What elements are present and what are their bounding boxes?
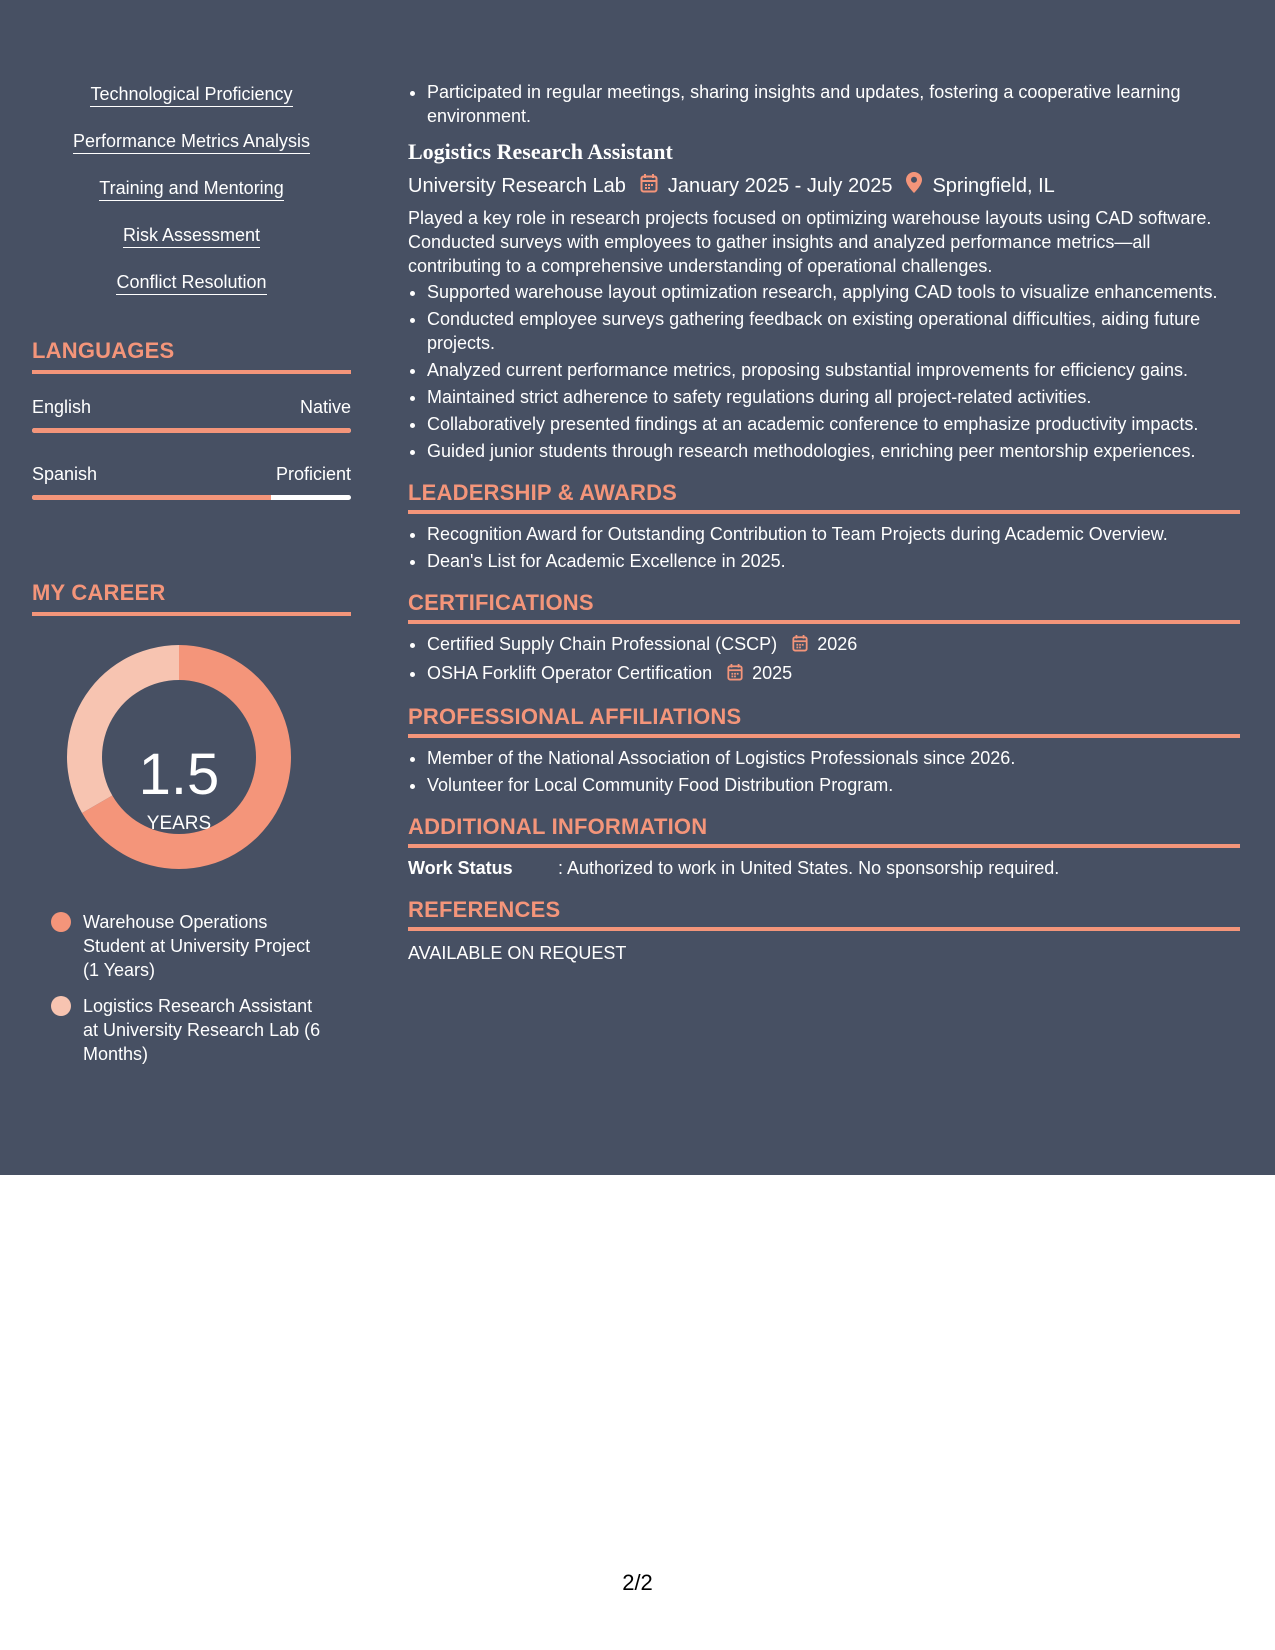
skill-item [32,129,351,155]
legend-label: Logistics Research Assistant at University Research Lab (6 Months) [83,996,321,1064]
language-name: English [32,397,92,417]
calendar-icon [792,634,808,658]
page-number: 2/2 [622,1570,653,1595]
references-text: AVAILABLE ON REQUEST [408,943,627,963]
work-status-value: : Authorized to work in United States. No sponsorship required. [558,858,1060,878]
skill-item [32,176,351,202]
main-content [408,80,1240,965]
language-level: Native [299,397,351,417]
affiliations-heading: PROFESSIONAL AFFILIATIONS [408,705,1240,738]
legend-item [51,994,331,1066]
calendar-icon [727,663,743,687]
language-level: Proficient [275,464,351,484]
skill-label: Risk Assessment [123,223,260,248]
leadership-item: • Recognition Award for Outstanding Contribution to Team Projects during Academic Overview. [427,522,1240,546]
work-status-row [408,856,1240,880]
job-dates: January 2025 - July 2025 [667,175,893,197]
work-status-label: Work Status [408,858,513,878]
job-bullet: • Conducted employee surveys gathering feedback on existing operational difficulties, aiding future projects. [427,307,1240,355]
certifications-list [408,632,1240,687]
job-summary: Played a key role in research projects focused on optimizing warehouse layouts using CAD software. Conducted surveys with employees to gather insights and analyzed performance metrics—all contributing to a comprehensive understanding of operational challenges. [408,208,1212,276]
affiliations-list [408,746,1240,797]
career-donut-chart [32,632,351,882]
job-bullet: • Supported warehouse layout optimization research, applying CAD tools to visualize enhancements. [427,280,1240,304]
job-bullets [408,280,1240,463]
language-name: Spanish [32,464,98,484]
skill-item [32,82,351,108]
skill-item [32,270,351,296]
job-bullet: • Collaboratively presented findings at an academic conference to emphasize productivity impacts. [427,412,1240,436]
certification-name: OSHA Forklift Operator Certification [427,663,713,683]
skills-list [32,82,351,296]
map-pin-icon [906,172,922,200]
experience-carry-list [408,80,1240,128]
career-section [32,580,351,1066]
languages-heading: LANGUAGES [32,338,351,374]
leadership-list [408,522,1240,573]
certification-item [427,661,1240,687]
certification-name: Certified Supply Chain Professional (CSCP) [427,634,778,654]
job-title: Logistics Research Assistant [408,139,673,164]
language-row [32,396,351,418]
language-item [32,396,351,433]
certification-item [427,632,1240,658]
career-unit: YEARS [146,813,212,834]
languages-section [32,338,351,500]
language-bar-fill [32,495,271,500]
certification-year: 2025 [752,663,793,683]
certifications-heading: CERTIFICATIONS [408,591,1240,624]
certification-year: 2026 [817,634,858,654]
job-company: University Research Lab [408,175,626,197]
legend-dot [51,912,71,932]
language-bar-fill [32,428,351,433]
job-bullet: • Maintained strict adherence to safety regulations during all project-related activities. [427,385,1240,409]
career-total: 1.5 [138,742,220,807]
affiliation-item: • Volunteer for Local Community Food Distribution Program. [427,773,1240,797]
language-row [32,463,351,485]
leadership-heading: LEADERSHIP & AWARDS [408,481,1240,514]
skill-label: Training and Mentoring [99,176,283,201]
skill-item [32,223,351,249]
affiliation-item: • Member of the National Association of Logistics Professionals since 2026. [427,746,1240,770]
job-bullet: • Analyzed current performance metrics, proposing substantial improvements for efficiency gains. [427,358,1240,382]
skill-label: Performance Metrics Analysis [73,129,310,154]
skill-label: Technological Proficiency [90,82,292,107]
skill-label: Conflict Resolution [116,270,266,295]
job-location: Springfield, IL [932,175,1055,197]
leadership-item: • Dean's List for Academic Excellence in 2025. [427,549,1240,573]
language-bar [32,428,351,433]
career-heading: MY CAREER [32,580,351,616]
language-bar [32,495,351,500]
career-legend [32,910,351,1066]
sidebar [32,82,351,1078]
references-heading: REFERENCES [408,898,1240,931]
job-entry [408,138,1240,463]
experience-bullet: • Participated in regular meetings, sharing insights and updates, fostering a cooperative learning environment. [427,80,1240,128]
job-bullet: • Guided junior students through research methodologies, enriching peer mentorship experiences. [427,439,1240,463]
job-meta [408,172,1240,200]
additional-info-heading: ADDITIONAL INFORMATION [408,815,1240,848]
language-item [32,463,351,500]
legend-item [51,910,331,982]
legend-label: Warehouse Operations Student at University Project (1 Years) [83,912,311,980]
calendar-icon [640,173,658,200]
legend-dot [51,996,71,1016]
